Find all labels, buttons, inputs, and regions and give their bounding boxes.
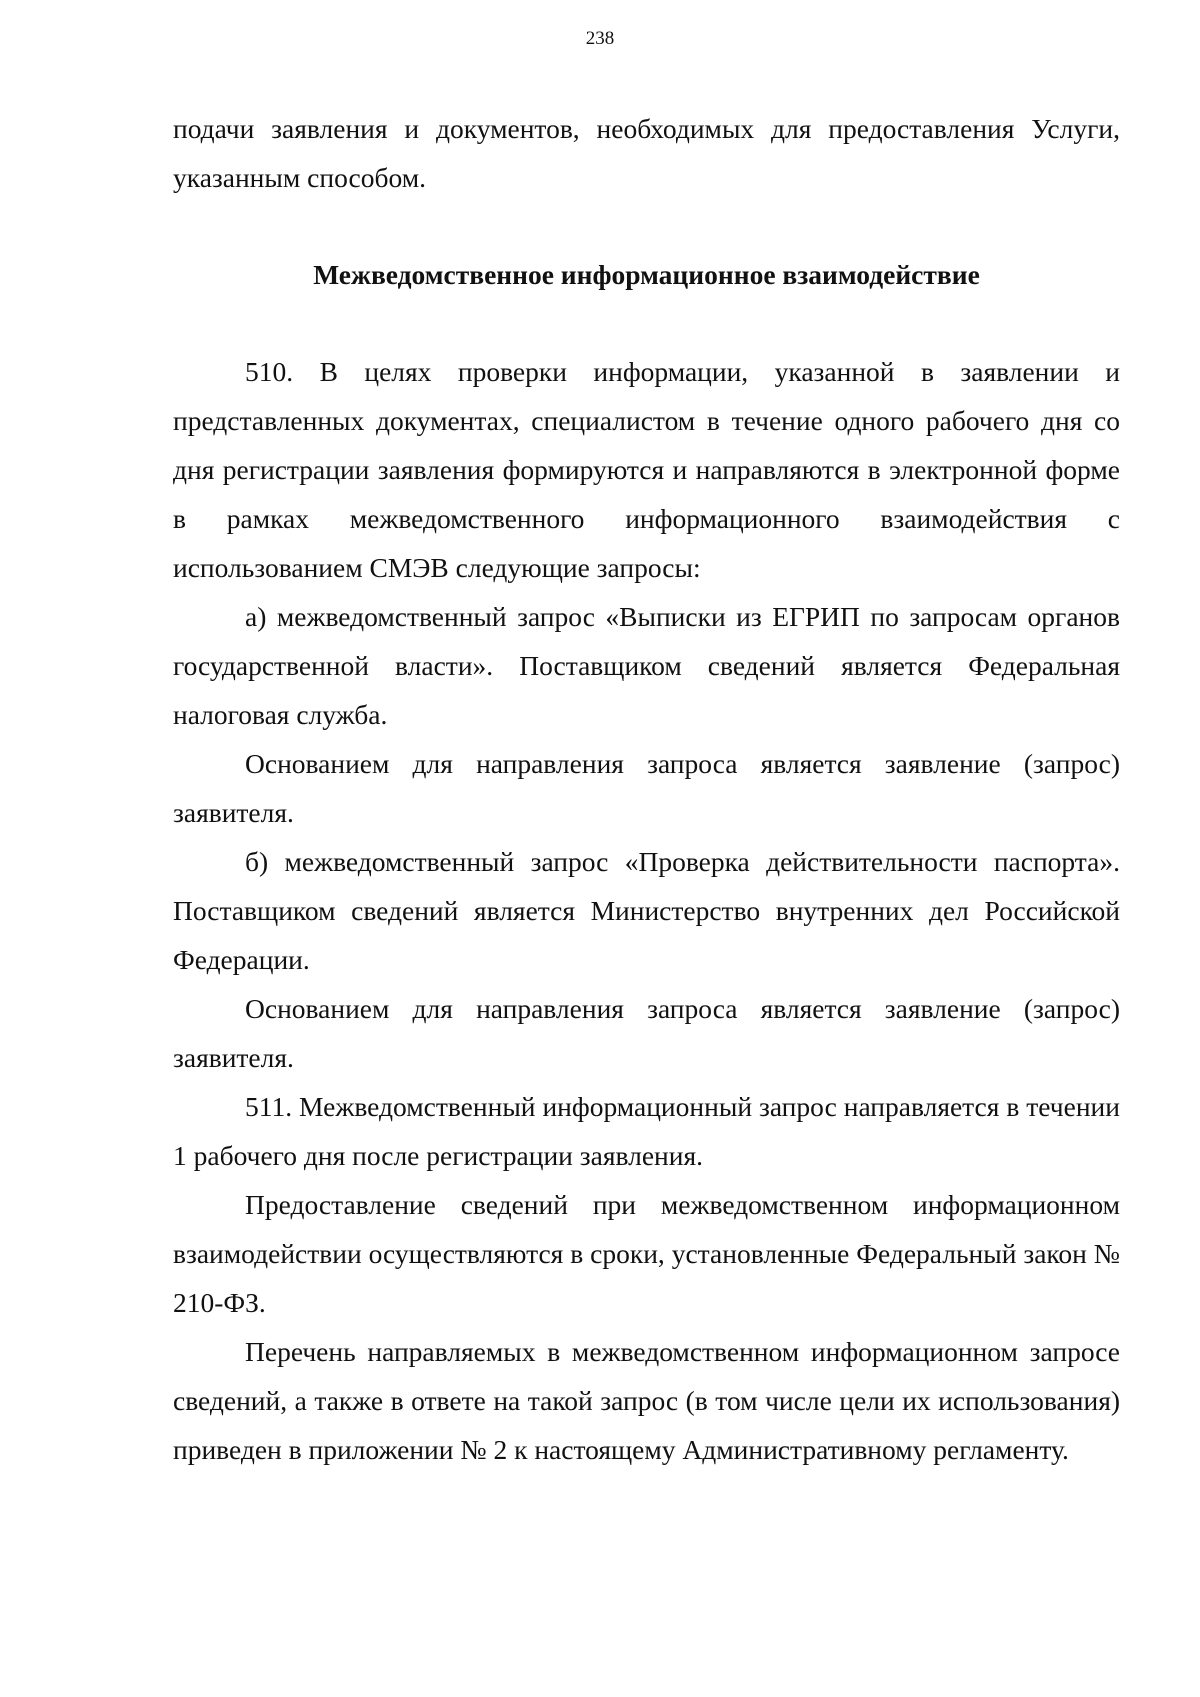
lead-paragraph: подачи заявления и документов, необходимых для предоставления Услуги, указанным способом.: [173, 113, 1120, 193]
paragraph-request-b: б) межведомственный запрос «Проверка действительности паспорта». Поставщиком сведений является Министерство внутренних дел Российской Федерации.: [173, 846, 1120, 975]
section-heading: Межведомственное информационное взаимодействие: [313, 259, 980, 290]
paragraph-list: Перечень направляемых в межведомственном информационном запросе сведений, а также в ответе на такой запрос (в том числе цели их использования) приведен в приложении № 2 к настоящему Административному регламенту.: [173, 1336, 1120, 1465]
paragraph-deadlines: Предоставление сведений при межведомственном информационном взаимодействии осуществляются в сроки, установленные Федеральный закон № 210-ФЗ.: [173, 1189, 1120, 1318]
page-number: 238: [585, 28, 615, 49]
document-body: [173, 104, 1120, 1474]
paragraph-basis-b: Основанием для направления запроса является заявление (запрос) заявителя.: [173, 993, 1120, 1073]
paragraph-510: 510. В целях проверки информации, указанной в заявлении и представленных документах, специалистом в течение одного рабочего дня со дня регистрации заявления формируются и направляются в электронной форме в рамках межведомственного информационного взаимодействия с использованием СМЭВ следующие запросы:: [173, 356, 1120, 583]
paragraph-request-a: а) межведомственный запрос «Выписки из ЕГРИП по запросам органов государственной власти». Поставщиком сведений является Федеральная налоговая служба.: [173, 601, 1120, 730]
paragraph-511: 511. Межведомственный информационный запрос направляется в течении 1 рабочего дня после регистрации заявления.: [173, 1091, 1120, 1171]
paragraph-basis-a: Основанием для направления запроса является заявление (запрос) заявителя.: [173, 748, 1120, 828]
